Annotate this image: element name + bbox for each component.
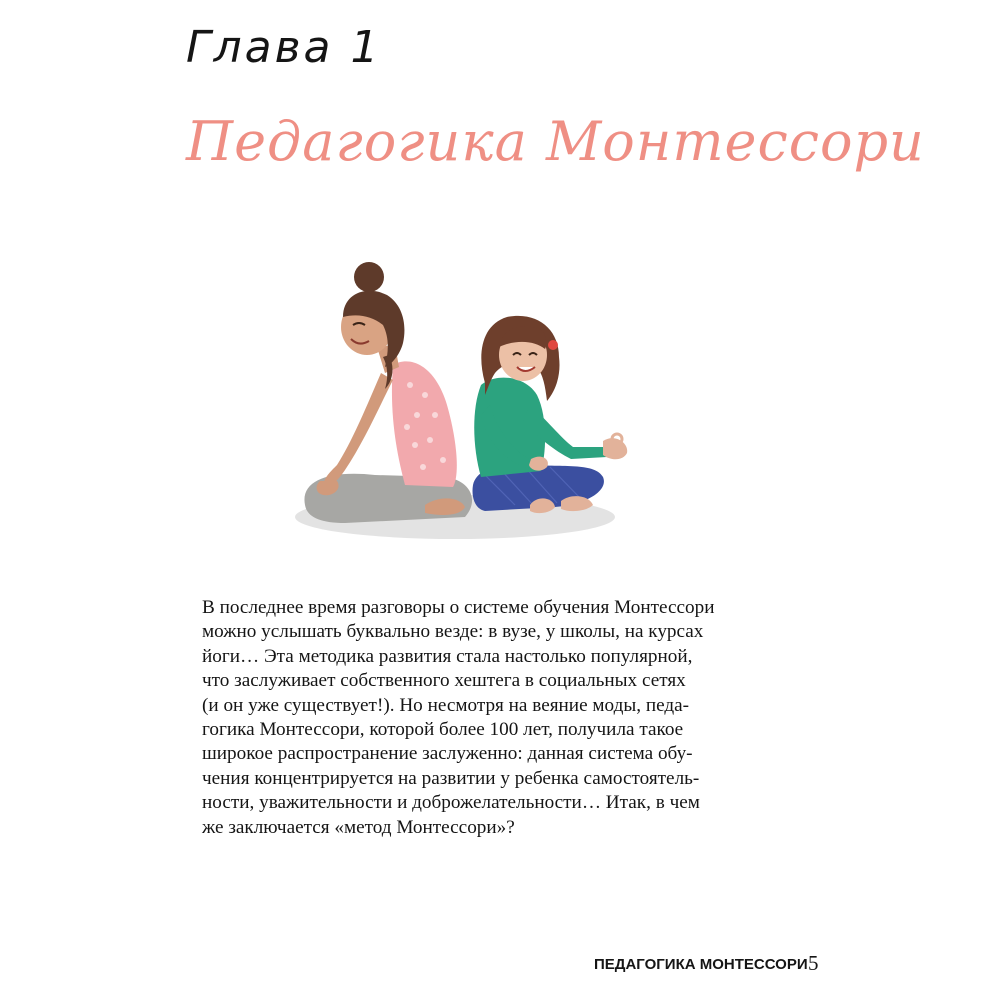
body-line: гогика Монтессори, которой более 100 лет, получила такое: [202, 719, 684, 741]
body-line: чения концентрируется на развитии у ребенка самостоятель-: [202, 767, 700, 789]
body-line: что заслуживает собственного хештега в социальных сетях: [202, 670, 686, 692]
page-number: 5: [808, 951, 819, 975]
body-paragraph: [202, 596, 724, 840]
mother-figure: [304, 262, 472, 523]
girl-hand-left: [529, 457, 548, 471]
girl-hair-flower: [548, 340, 558, 350]
body-line: же заключается «метод Монтессори»?: [202, 816, 515, 838]
girl-hand-right: [603, 438, 627, 459]
mother-hair-bun: [354, 262, 384, 292]
body-line: (и он уже существует!). Но несмотря на веяние моды, педа-: [202, 694, 690, 716]
body-line: ности, уважительности и доброжелательности… Итак, в чем: [202, 792, 700, 814]
body-line: йоги… Эта методика развития стала настолько популярной,: [202, 645, 693, 667]
mother-and-daughter-yoga-illustration: [285, 255, 645, 555]
running-header: ПЕДАГОГИКА МОНТЕССОРИ: [594, 956, 808, 973]
girl-figure: [473, 316, 628, 513]
body-line: можно услышать буквально везде: в вузе, у школы, на курсах: [202, 621, 704, 643]
body-line: В последнее время разговоры о системе обучения Монтессори: [202, 597, 715, 618]
body-line: широкое распространение заслуженно: данная система обу-: [202, 743, 693, 765]
mother-arm: [324, 373, 393, 487]
chapter-title: Педагогика Монтессори: [186, 110, 925, 173]
chapter-label: Глава 1: [186, 22, 382, 73]
